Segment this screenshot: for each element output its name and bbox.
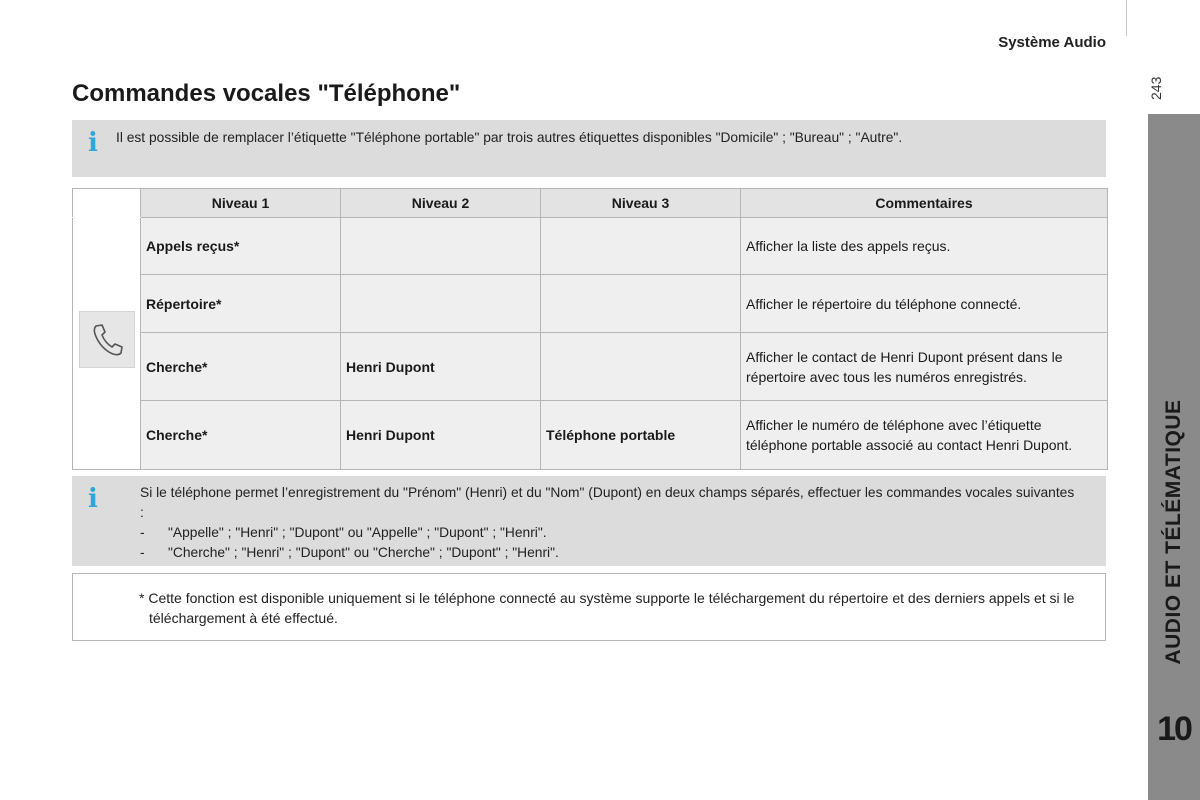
info-text [140,483,1080,563]
cell-comment: Afficher le numéro de téléphone avec l’étiquette téléphone portable associé au contact Henri Dupont. [741,401,1108,470]
info-paragraph: Si le téléphone permet l’enregistrement du "Prénom" (Henri) et du "Nom" (Dupont) en deux champs séparés, effectuer les commandes vocales suivantes : [140,485,1075,520]
column-header-level-3: Niveau 3 [541,189,741,218]
cell-level-3: Téléphone portable [541,401,741,470]
page-number-text: 243 [1148,76,1164,100]
cell-level-2 [341,275,541,332]
cell-comment: Afficher la liste des appels reçus. [741,218,1108,275]
cell-level-2 [341,218,541,275]
icon-header-cell [73,189,141,218]
list-item-text: "Appelle" ; "Henri" ; "Dupont" ou "Appelle" ; "Dupont" ; "Henri". [168,525,547,540]
bullet-marker: - [140,545,145,560]
column-header-level-2: Niveau 2 [341,189,541,218]
cell-level-2: Henri Dupont [341,401,541,470]
cell-level-3 [541,218,741,275]
cell-level-1: Répertoire* [141,275,341,332]
phone-handset-icon [79,311,135,368]
page-title: Commandes vocales "Téléphone" [72,80,461,107]
voice-commands-table [72,188,1108,470]
info-box-top [72,120,1106,177]
cell-comment: Afficher le contact de Henri Dupont présent dans le répertoire avec tous les numéros enregistrés. [741,332,1108,401]
chapter-number: 10 [1157,710,1191,748]
chapter-title: AUDIO ET TÉLÉMATIQUE [1162,399,1185,665]
cell-level-3 [541,275,741,332]
bullet-marker: - [140,525,145,540]
info-text: Il est possible de remplacer l’étiquette "Téléphone portable" par trois autres étiquettes disponibles "Domicile" ; "Bureau" ; "Autre". [116,130,903,145]
column-header-level-1: Niveau 1 [141,189,341,218]
info-icon: i [88,128,98,158]
top-divider [1126,0,1127,36]
list-item-text: "Cherche" ; "Henri" ; "Dupont" ou "Cherche" ; "Dupont" ; "Henri". [168,545,559,560]
table-row [73,218,1108,275]
cell-level-3 [541,332,741,401]
cell-level-1: Cherche* [141,332,341,401]
chapter-side-tab [1148,114,1200,800]
cell-level-1: Appels reçus* [141,218,341,275]
footnote-box [72,573,1106,641]
list-item [140,523,1080,543]
column-header-comments: Commentaires [741,189,1108,218]
info-icon: i [88,484,98,514]
section-header: Système Audio [998,34,1106,51]
table-row [73,401,1108,470]
footnote-text: * Cette fonction est disponible uniquement si le téléphone connecté au système supporte le téléchargement du répertoire et des derniers appels et si le téléchargement à été effectué. [139,590,1075,626]
table-row [73,332,1108,401]
table-header-row [73,189,1108,218]
cell-level-2: Henri Dupont [341,332,541,401]
cell-level-1: Cherche* [141,401,341,470]
cell-comment: Afficher le répertoire du téléphone connecté. [741,275,1108,332]
info-box-bottom [72,476,1106,566]
list-item [140,543,1080,563]
table-row [73,275,1108,332]
phone-icon-cell [73,218,141,470]
